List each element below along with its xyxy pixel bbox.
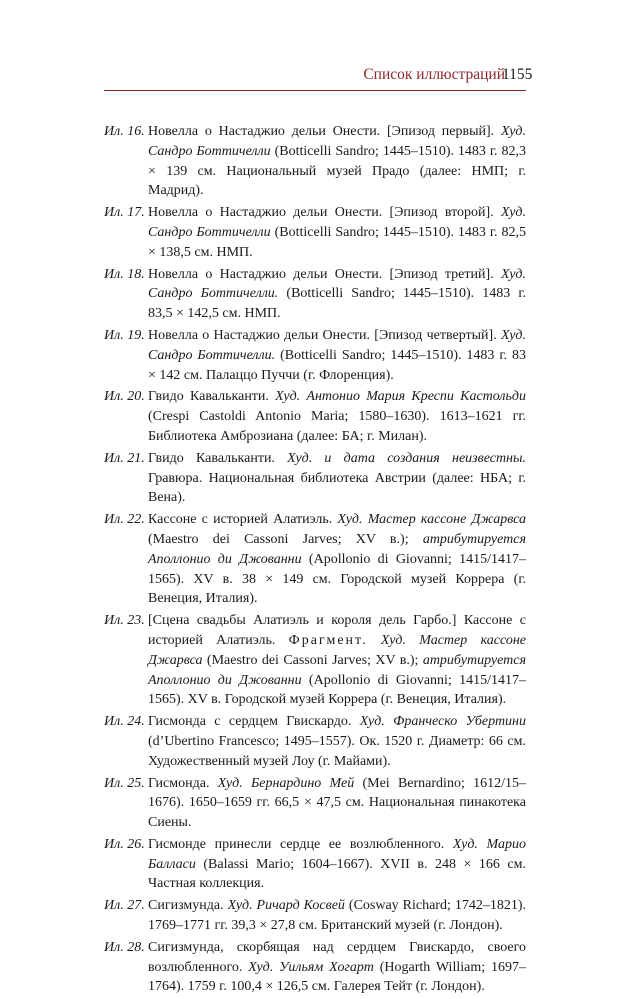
entry-text: Гисмонде принесли сердце ее возлюбленного. (148, 836, 453, 852)
header-title: Список иллюстраций (363, 66, 505, 83)
illustration-entry (0, 774, 627, 833)
entry-text: (Maestro dei Cassoni Jarves; XV в.); (148, 531, 423, 547)
entry-text: Новелла о Настаджио дельи Онести. [Эпизод третий]. (148, 266, 501, 282)
entry-text: (Cosway Richard; 1742–1821). 1769–1771 гг. 39,3 × 27,8 см. Британский музей (г. Лондон). (148, 898, 526, 934)
entry-text: Кассоне с историей Алатиэль. (148, 512, 338, 528)
entry-description (148, 387, 526, 446)
entry-artist: Худ. Франческо Убертини (359, 714, 527, 730)
entry-text: (Botticelli Sandro; 1445–1510). 1483 г. 82,3 × 139 см. Национальный музей Прадо (далее: НМП; г. Мадрид). (148, 143, 526, 199)
illustration-entry (0, 203, 627, 262)
entry-text: (Botticelli Sandro; 1445–1510). 1483 г. 83,5 × 142,5 см. НМП. (148, 286, 526, 322)
illustration-entry (0, 611, 627, 710)
entry-description (148, 611, 526, 710)
illustration-entry (0, 835, 627, 894)
entry-fragment-label: Фрагмент. (288, 632, 368, 648)
entry-text: Сигизмунда, скорбящая над сердцем Гвискардо, своего возлюбленного. (148, 939, 526, 975)
entry-description (148, 938, 526, 997)
entry-text: (Mei Bernardino; 1612/15–1676). 1650–1659 гг. 66,5 × 47,5 см. Национальная пинакотека Сиены. (148, 775, 526, 831)
entry-description (148, 774, 526, 833)
entry-text: Новелла о Настаджио дельи Онести. [Эпизод второй]. (148, 205, 501, 221)
illustration-entry (0, 712, 627, 771)
entry-text: Гисмонда. (148, 775, 218, 791)
entry-text: (Botticelli Sandro; 1445–1510). 1483 г. 83 × 142 см. Палаццо Пуччи (г. Флоренция). (148, 347, 526, 383)
entry-description (148, 203, 526, 262)
page-number: 1155 (502, 66, 533, 83)
entry-number: Ил. 27. (104, 898, 145, 914)
illustration-entry (0, 265, 627, 324)
illustration-entry (0, 510, 627, 609)
entry-description (148, 510, 526, 609)
entry-text: (d’Ubertino Francesco; 1495–1557). Ок. 1520 г. Диаметр: 66 см. Художественный музей Лоу (г. Майами). (148, 733, 526, 769)
entry-text: (Balassi Mario; 1604–1667). XVII в. 248 × 166 см. Частная коллекция. (148, 856, 526, 892)
entry-number: Ил. 26. (104, 836, 145, 852)
entry-text: [Сцена свадьбы Алатиэль и короля дель Гарбо.] Кассоне с историей Алатиэль. (148, 613, 526, 648)
entry-text: Гвидо Кавальканти. (148, 389, 276, 405)
entry-text: Новелла о Настаджио дельи Онести. [Эпизод четвертый]. (148, 327, 501, 343)
entry-description (148, 896, 526, 936)
illustration-list (0, 122, 627, 999)
entry-artist: Худ. Сандро Боттичелли. (148, 327, 526, 363)
entry-text: (Botticelli Sandro; 1445–1510). 1483 г. 82,5 × 138,5 см. НМП. (148, 224, 526, 260)
entry-number: Ил. 21. (104, 450, 145, 466)
entry-text (368, 633, 381, 648)
entry-artist: Худ. Марио Балласи (148, 836, 526, 872)
illustration-entry (0, 938, 627, 997)
entry-description (148, 449, 526, 508)
illustration-entry (0, 122, 627, 201)
entry-number: Ил. 20. (104, 389, 145, 405)
entry-text: Новелла о Настаджио дельи Онести. [Эпизод первый]. (148, 124, 501, 139)
entry-number: Ил. 25. (104, 775, 145, 791)
entry-artist: атрибутируется Аполлонио ди Джованни (148, 531, 526, 567)
entry-number: Ил. 18. (104, 266, 145, 282)
entry-artist: Худ. Мастер кассоне Джарвса (148, 632, 527, 668)
entry-text: Гвидо Кавальканти. (148, 450, 288, 466)
entry-artist: Худ. Ричард Косвей (227, 898, 345, 914)
entry-number: Ил. 16. (104, 124, 145, 139)
entry-description (148, 712, 526, 771)
entry-description (148, 326, 526, 385)
entry-number: Ил. 24. (104, 714, 145, 730)
illustration-entry (0, 449, 627, 508)
entry-artist: Худ. Сандро Боттичелли (148, 124, 526, 159)
entry-text: Гравюра. Национальная библиотека Австрии (далее: НБА; г. Вена). (148, 470, 526, 506)
entry-artist: Худ. Антонио Мария Креспи Кастольди (275, 389, 526, 405)
entry-artist: Худ. Мастер кассоне Джарвса (337, 512, 526, 528)
entry-text: (Crespi Castoldi Antonio Maria; 1580–1630). 1613–1621 гг. Библиотека Амброзиана (далее: БА; г. Милан). (148, 409, 526, 444)
entry-number: Ил. 19. (104, 327, 145, 343)
illustration-entry (0, 387, 627, 446)
header-rule (104, 90, 526, 91)
entry-text: Сигизмунда. (148, 898, 228, 914)
entry-description (148, 122, 526, 201)
entry-description (148, 265, 526, 324)
entry-number: Ил. 23. (104, 613, 145, 629)
entry-description (148, 835, 526, 894)
entry-number: Ил. 22. (104, 512, 145, 528)
entry-artist: атрибутируется Аполлонио ди Джованни (148, 652, 526, 688)
illustration-entry (0, 326, 627, 385)
entry-artist: Худ. Сандро Боттичелли (148, 205, 526, 240)
entry-number: Ил. 28. (104, 939, 145, 955)
entry-artist: Худ. Сандро Боттичелли. (148, 266, 526, 302)
entry-artist: Худ. и дата создания неизвестны. (287, 450, 526, 466)
entry-number: Ил. 17. (104, 205, 145, 221)
entry-text: (Maestro dei Cassoni Jarves; XV в.); (202, 652, 423, 668)
illustration-entry (0, 896, 627, 936)
entry-artist: Худ. Бернардино Мей (217, 775, 355, 791)
entry-text: (Apollonio di Giovanni; 1415/1417–1565). XV в. 38 × 149 см. Городской музей Коррера (г. Венеция, Италия). (148, 551, 526, 607)
entry-text: (Apollonio di Giovanni; 1415/1417–1565). XV в. Городской музей Коррера (г. Венеция, Италия). (148, 672, 526, 708)
entry-artist: Худ. Уильям Хогарт (248, 959, 374, 975)
entry-text: (Hogarth William; 1697–1764). 1759 г. 100,4 × 126,5 см. Галерея Тейт (г. Лондон). (148, 959, 526, 995)
entry-text: Гисмонда с сердцем Гвискардо. (148, 714, 360, 730)
